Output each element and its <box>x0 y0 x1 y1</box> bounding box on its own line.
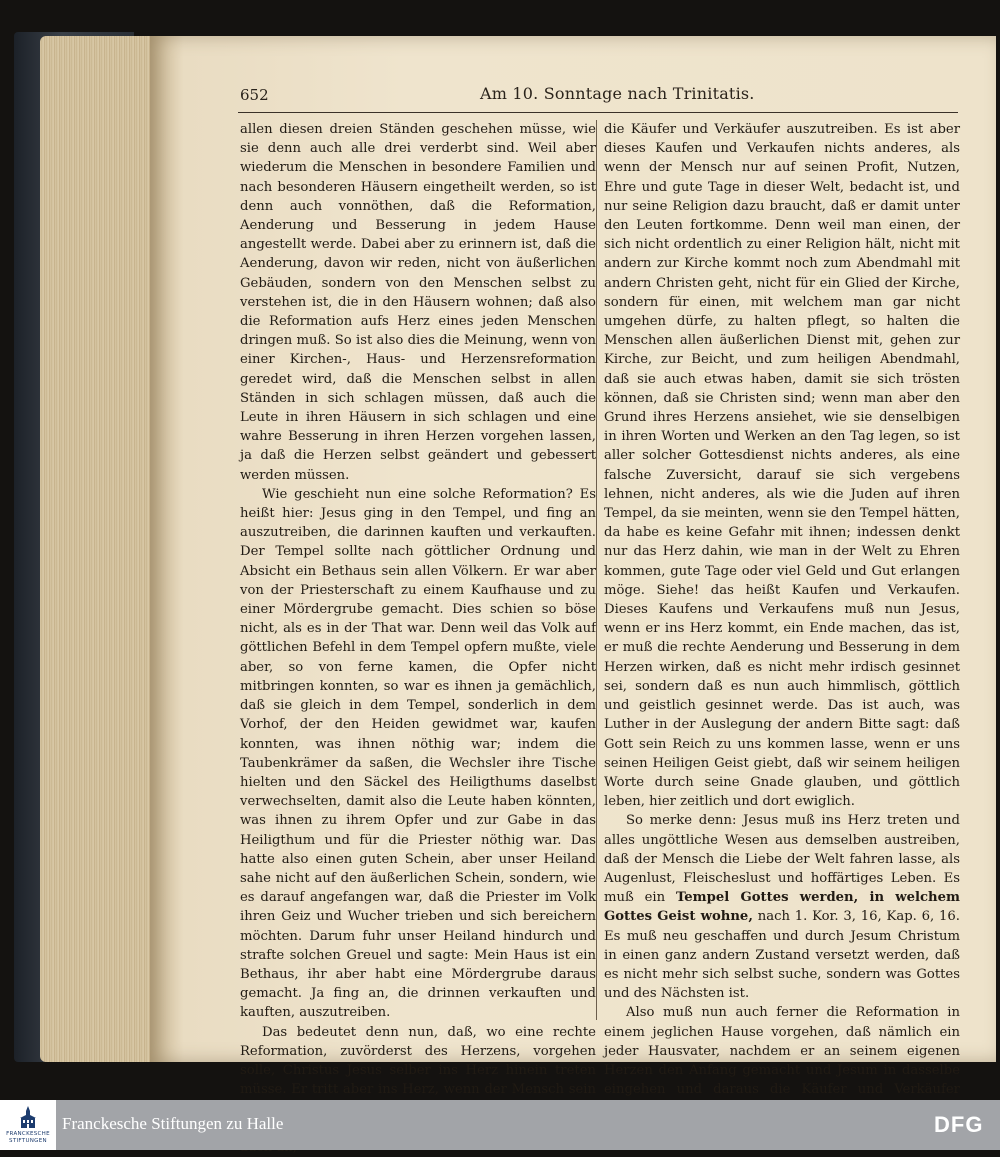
paragraph <box>240 120 596 485</box>
institution-name[interactable]: Franckesche Stiftungen zu Halle <box>62 1114 284 1133</box>
text-segment: nach 1. Kor. 3, 16, Kap. 6, 16. Es muß neu geschaffen und durch Jesum Christum in einen ganz andern Zustand versetzt werden, daß es nicht mehr sich selbst suche, sondern was Gottes und des Nächsten ist. <box>604 909 960 1002</box>
bold-text: Tempel Gottes werden, in welchem Gottes Geist wohne, <box>604 890 960 925</box>
footer-bar <box>0 1100 1000 1150</box>
header-rule <box>238 112 958 113</box>
text-segment: die Käufer und Verkäufer auszutreiben. Es ist aber dieses Kaufen und Verkaufen nichts anderes, als wenn der Mensch nur auf seinen Profit, Nutzen, Ehre und gute Tage in dieser Welt, bedacht ist, und nur seine Religion dazu braucht, daß er damit unter den Leuten fortkomme. Denn weil man einen, der sich nicht ordentlich zu einer Religion hält, nicht mit andern zur Kirche kommt noch zum Abendmahl mit andern Christen geht, nicht für ein Glied der Kirche, sondern für einen, mit welchem man gar nicht umgehen dürfe, zu halten pflegt, so halten die Menschen allen äußerlichen Dienst mit, gehen zur Kirche, zur Beicht, und zum heiligen Abendmahl, daß sie auch etwas haben, damit sie sich trösten können, daß sie Christen sind; wenn man aber den Grund ihres Herzens ansiehet, wie sie denselbigen in ihren Worten und Werken an den Tag legen, so ist aller solcher Gottesdienst nichts anderes, als eine falsche Zuversicht, darauf sie sich vergebens lehnen, nicht anderes, als wie die Juden auf ihren Tempel, da sie meinten, wenn sie den Tempel hätten, da habe es keine Gefahr mit ihnen; indessen denkt nur das Herz dahin, wie man in der Welt zu Ehren kommen, gute Tage oder viel Geld und Gut erlangen möge. Siehe! das heißt Kaufen und Verkaufen. Dieses Kaufens und Verkaufens muß nun Jesus, wenn er ins Herz kommt, ein Ende machen, das ist, er muß die rechte Aenderung und Besserung in dem Herzen wirken, daß es nicht mehr irdisch gesinnet sei, sondern daß es nun auch himmlisch, göttlich und geistlich gesinnet werde. Das ist auch, was Luther in der Auslegung der andern Bitte sagt: daß Gott sein Reich zu uns kommen lasse, wenn er uns seinen Heiligen Geist giebt, daß wir seinem heiligen Worte durch seine Gnade glauben, und göttlich leben, hier zeitlich und dort ewiglich. <box>604 122 960 810</box>
logo-text: FRANCKESCHE STIFTUNGEN <box>6 1131 50 1144</box>
paragraph <box>604 120 960 811</box>
page-edges <box>40 36 158 1062</box>
right-text-column <box>604 120 960 1138</box>
institution-logo[interactable] <box>0 1100 56 1150</box>
building-icon <box>19 1106 37 1130</box>
dfg-logo[interactable]: DFG <box>934 1112 984 1137</box>
column-divider <box>596 120 597 1020</box>
left-text-column <box>240 120 596 1157</box>
text-segment: Das bedeutet denn nun, daß, wo eine rechte Reformation, zuvörderst des Herzens, vorgehen solle, Christus Jesus selber ins Herz hinein treten müsse. Er tritt aber ins Herz, wenn der Mensch sein <box>240 1024 596 1098</box>
paragraph <box>604 811 960 1003</box>
running-title: Am 10. Sonntage nach Trinitatis. <box>480 84 755 103</box>
text-segment: Also muß nun auch ferner die Reformation in einem jeglichen Hause vorgehen, daß nämlich ein jeder Hausvater, nachdem er an seinem eigenen Herzen den Anfang gemacht und Jesum in dasselbe eingehen und daraus die Käufer und Verkäufer <box>604 1005 960 1098</box>
text-segment: Wie geschieht nun eine solche Reformation? Es heißt hier: Jesus ging in den Tempel, und fing an auszutreiben, die darinnen kauften und verkauften. Der Tempel sollte nach göttlicher Ordnung und Absicht ein Bethaus sein allen Völkern. Er war aber von der Priesterschaft zu einem Kaufhause und zu einer Mördergrube gemacht. Dies schien so böse nicht, als es in der That war. Denn weil das Volk auf göttlichen Befehl in dem Tempel opfern mußte, viele aber, so von ferne kamen, die Opfer nicht mitbringen konnten, so war es ihnen ja gemächlich, daß sie gleich in dem Tempel, sonderlich in dem Vorhof, der den Heiden gewidmet war, kaufen konnten, was ihnen nöthig war; indem die Taubenkrämer da saßen, die Wechsler ihre Tische hielten und den Säckel des Heiligthums daselbst verwechselten, damit also die Leute haben könnten, was ihnen zu ihrem Opfer und zur Gabe in das Heiligthum und für die Priester nöthig war. Das hatte also einen guten Schein, aber unser Heiland sahe nicht auf den äußerlichen Schein, sondern, wie es darauf angefangen war, daß die Priester im Volk ihren Geiz und Wucher trieben und sich bereichern möchten. Darum fuhr unser Heiland hindurch und strafte solchen Greuel und sagte: Mein Haus ist ein Bethaus, ihr aber habt eine Mördergrube daraus gemacht. Ja fing an, die drinnen verkauften und kauften, auszutreiben. <box>240 486 596 1021</box>
book-page <box>150 36 996 1098</box>
text-segment: allen diesen dreien Ständen geschehen müsse, wie sie denn auch alle drei verderbt sind. Weil aber wiederum die Menschen in besondere Familien und nach besonderen Häusern eingetheilt werden, so ist denn auch vonnöthen, daß die Reformation, Aenderung und Besserung in jedem Hause angestellt werde. Dabei aber zu erinnern ist, daß die Aenderung, davon wir reden, nicht von äußerlichen Gebäuden, sondern von den Menschen selbst zu verstehen ist, die in den Häusern wohnen; daß also die Reformation aufs Herz eines jeden Menschen dringen muß. So ist also dies die Meinung, wenn von einer Kirchen-, Haus- und Herzensreformation geredet wird, daß die Menschen selbst in allen Ständen in sich schlagen müssen, daß auch die Leute in ihren Häusern in sich schlagen und eine wahre Besserung in ihren Herzen vorgehen lassen, ja daß die Herzen selbst geändert und gebessert werden müssen. <box>240 122 596 483</box>
page-number: 652 <box>240 86 269 104</box>
text-segment: So merke denn: Jesus muß ins Herz treten und alles ungöttliche Wesen aus demselben austreiben, daß der Mensch die Liebe der Welt fahren lasse, als Augenlust, Fleischeslust und hoffärtiges Leben. Es muß ein <box>604 813 960 906</box>
paragraph <box>240 485 596 1023</box>
